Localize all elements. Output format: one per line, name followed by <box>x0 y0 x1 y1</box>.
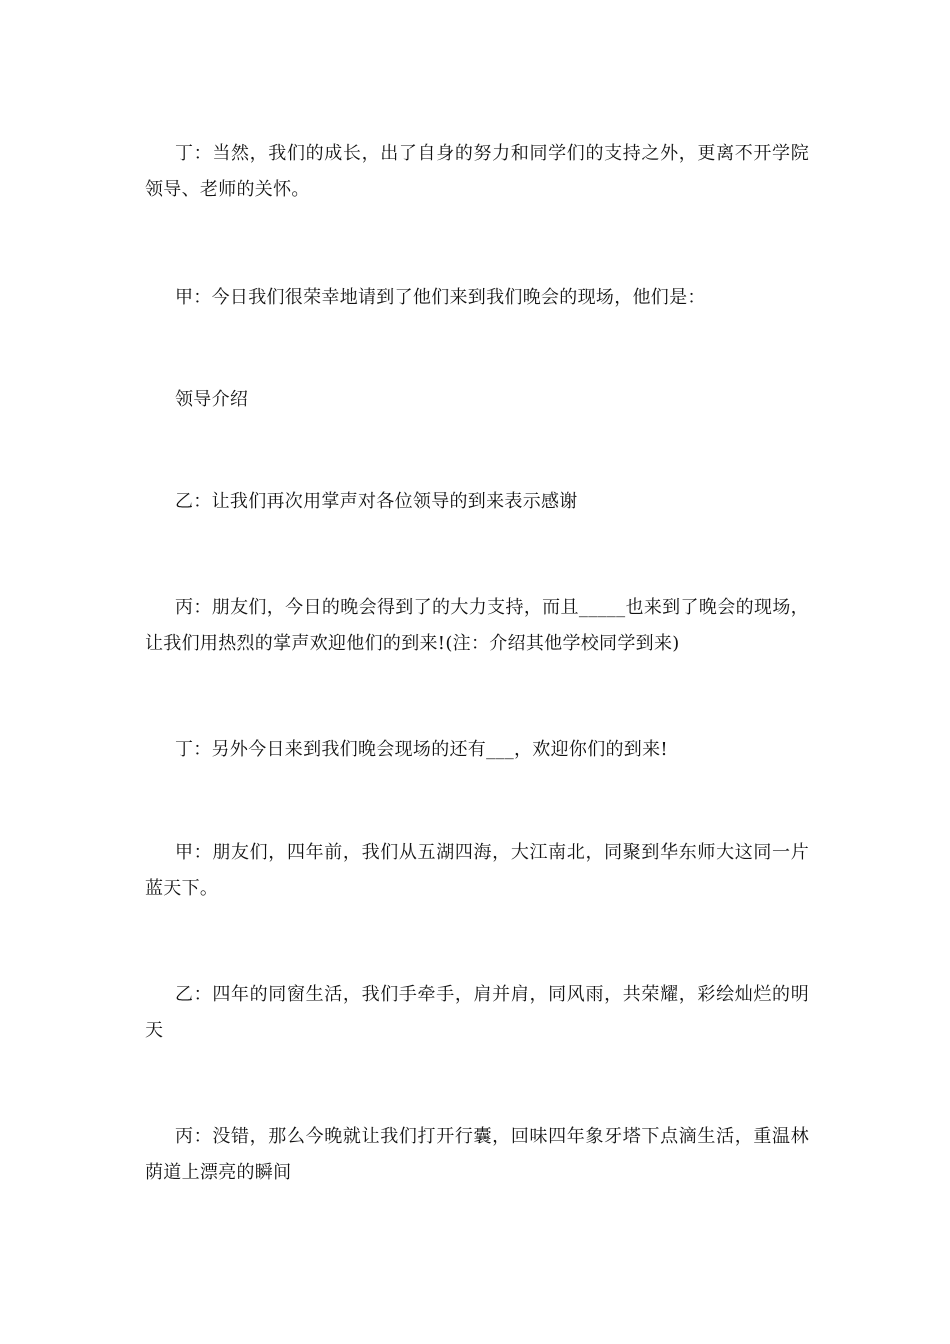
paragraph-ding-1: 丁：当然，我们的成长，出了自身的努力和同学们的支持之外，更离不开学院领导、老师的关怀。 <box>145 143 809 200</box>
paragraph-yi-2: 乙：四年的同窗生活，我们手牵手，肩并肩，同风雨，共荣耀，彩绘灿烂的明天 <box>145 984 809 1041</box>
paragraph-bing-1: 丙：朋友们，今日的晚会得到了的大力支持，而且_____也来到了晚会的现场，让我们用热烈的掌声欢迎他们的到来!(注：介绍其他学校同学到来) <box>145 597 809 654</box>
paragraph-bing-2: 丙：没错，那么今晚就让我们打开行囊，回味四年象牙塔下点滴生活，重温林荫道上漂亮的瞬间 <box>145 1126 809 1183</box>
paragraph-ding-2: 丁：另外今日来到我们晚会现场的还有___，欢迎你们的到来! <box>175 739 668 760</box>
paragraph-yi-1: 乙：让我们再次用掌声对各位领导的到来表示感谢 <box>175 491 578 512</box>
paragraph-jia-2: 甲：朋友们，四年前，我们从五湖四海，大江南北，同聚到华东师大这同一片蓝天下。 <box>145 842 809 899</box>
paragraph-leader-intro: 领导介绍 <box>175 389 249 410</box>
paragraph-jia-1: 甲：今日我们很荣幸地请到了他们来到我们晚会的现场，他们是： <box>175 287 706 308</box>
